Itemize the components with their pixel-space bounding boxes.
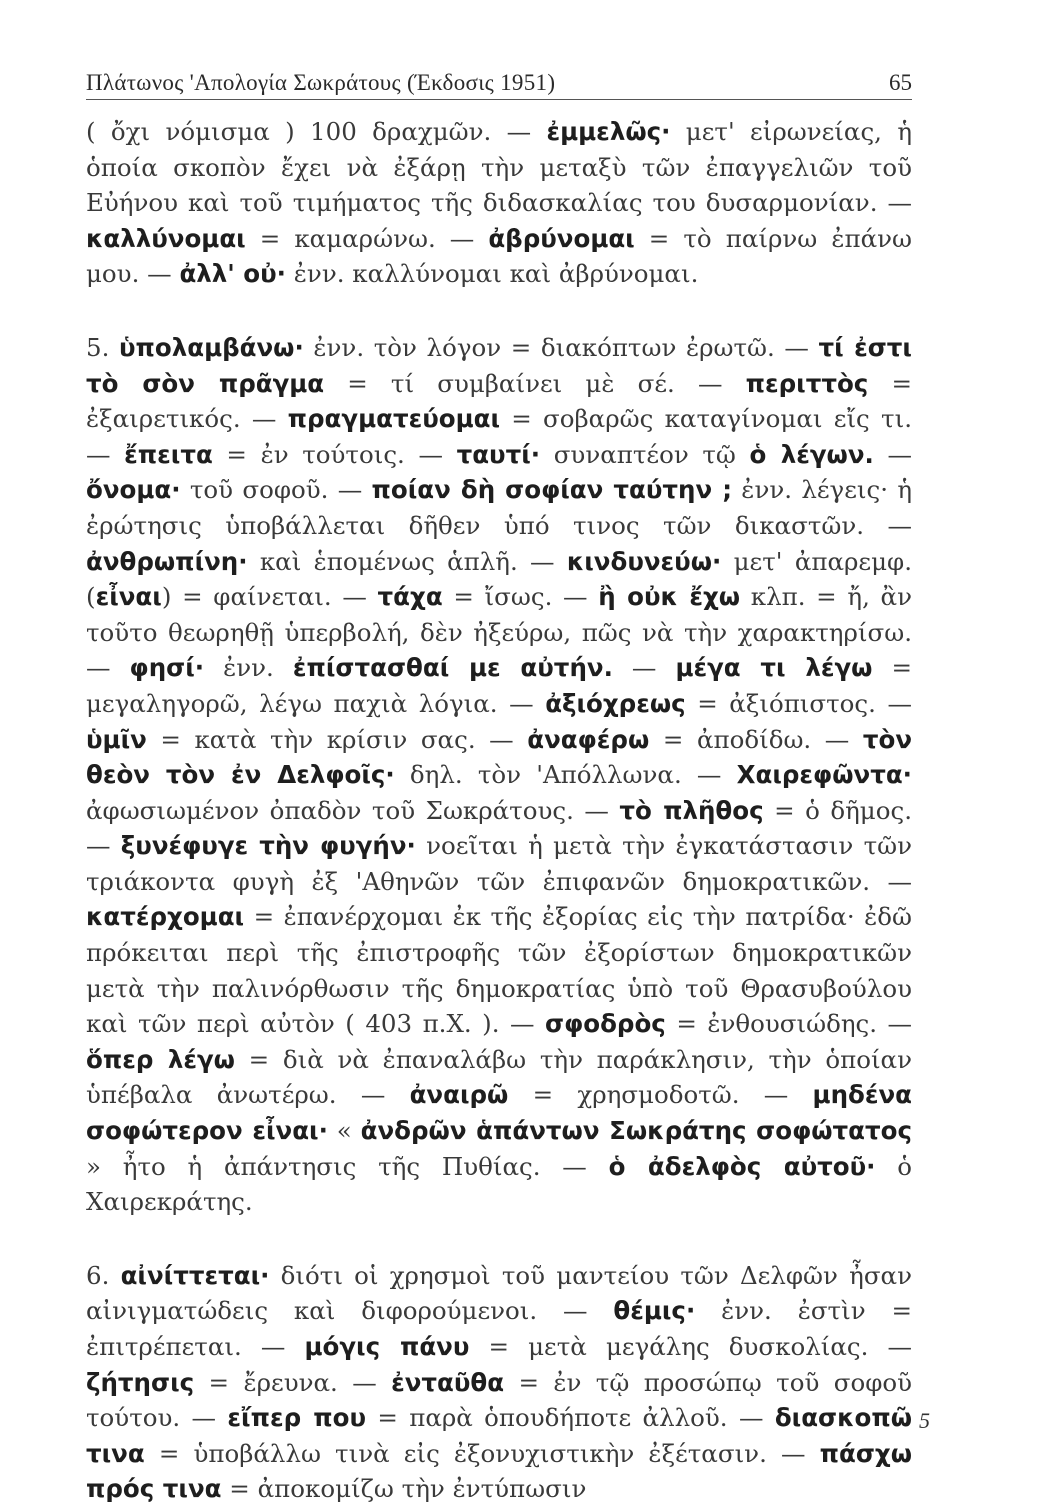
lemma: ὄνομα· <box>86 475 181 505</box>
paragraph-5 <box>86 330 912 1220</box>
gloss-text: = καμαρώνω. — <box>245 223 489 253</box>
gloss-text: ἐνν. ἐστὶν = ἐπιτρέπεται. — <box>86 1296 912 1361</box>
gloss-text: = ἐξαιρετικός. — <box>86 368 912 434</box>
lemma: πραγματεύομαι <box>287 404 500 434</box>
gloss-text: = ἀποδίδω. — <box>649 724 863 754</box>
lemma: διασκοπῶ τινα <box>86 1403 913 1468</box>
lemma: κινδυνεύω· <box>566 546 722 576</box>
gloss-text: ἐνν. τὸν λόγον = διακόπτων ἐρωτῶ. — <box>303 332 819 362</box>
gloss-text: ἐνν. <box>204 653 293 683</box>
lemma: τί ἐστι τὸ σὸν πρᾶγμα <box>86 332 912 398</box>
lemma: τὸ πλῆθος <box>619 795 764 825</box>
gloss-text: ἐνν. λέγεις· ἡ ἐρώτησις ὑποβάλλεται δῆθεν ὑπό τινος τῶν δικαστῶν. — <box>86 475 912 540</box>
lemma: ξυνέφυγε τὴν φυγήν· <box>120 831 416 861</box>
gloss-text: τοῦ σοφοῦ. — <box>180 475 372 505</box>
gloss-text: ἐνν. καλλύνομαι καὶ ἀβρύνομαι. <box>286 259 699 289</box>
gloss-text: — <box>873 439 912 469</box>
gloss-text: = μεγαληγορῶ, λέγω παχιὰ λόγια. — <box>86 653 912 718</box>
lemma: ἀνθρωπίνη· <box>86 546 248 576</box>
gloss-text: μετ' εἰρωνείας, ἡ ὁποία σκοπὸν ἔχει νὰ ἐξάρῃ τὴν μεταξὺ τῶν ἐπαγγελιῶν τοῦ Εὐήνου καὶ τοῦ τιμήματος τῆς διδασκαλίας του δυσαρμονίαν. — <box>86 117 912 218</box>
gloss-text: = ὁ δῆμος. — <box>86 795 912 861</box>
lemma: ὑπολαμβάνω· <box>119 332 304 362</box>
gloss-text: διότι οἱ χρησμοὶ τοῦ μαντείου τῶν Δελφῶν ἦσαν αἰνιγματώδεις καὶ διφορούμενοι. — <box>86 1260 912 1326</box>
lemma: τὸν θεὸν τὸν ἐν Δελφοῖς· <box>86 724 913 790</box>
lemma: ἐνταῦθα <box>391 1367 505 1397</box>
lemma: θέμις· <box>613 1296 696 1326</box>
header-title: Πλάτωνος 'Απολογία Σωκράτους (Έκδοσις 1951) <box>86 70 556 95</box>
lemma: καλλύνομαι <box>86 223 246 253</box>
lemma: μέγα τι λέγω <box>675 653 873 683</box>
lemma: εἶναι <box>95 582 162 612</box>
lemma: ἐπίστασθαί με αὐτήν. <box>292 653 613 683</box>
lemma: ὑμῖν <box>86 724 147 754</box>
lemma: εἴπερ που <box>227 1403 366 1433</box>
lemma: αἰνίττεται· <box>120 1260 270 1290</box>
gloss-text: = ὑποβάλλω τινὰ εἰς ἐξονυχιστικὴν ἐξέτασιν. — <box>144 1438 820 1468</box>
lemma: ἢ οὐκ ἔχω <box>598 582 741 612</box>
commentary-body <box>86 114 912 1507</box>
paragraph-1 <box>86 114 912 292</box>
gloss-text: 5. <box>86 332 119 362</box>
gloss-text: ὁ Χαιρεκράτης. <box>86 1151 912 1217</box>
lemma: ἀναφέρω <box>527 724 650 754</box>
gloss-text: = χρησμοδοτῶ. — <box>508 1080 813 1110</box>
gloss-text: = διὰ νὰ ἐπαναλάβω τὴν παράκλησιν, τὴν ὁποίαν ὑπέβαλα ἀνωτέρω. — <box>86 1044 912 1110</box>
gloss-text: ) = φαίνεται. — <box>161 582 378 612</box>
lemma: ἀλλ' οὐ· <box>179 259 286 289</box>
gloss-text: « <box>327 1116 361 1146</box>
gloss-text: » ἦτο ἡ ἀπάντησις τῆς Πυθίας. — <box>86 1151 609 1181</box>
gloss-text: — <box>612 653 676 683</box>
lemma: ἔπειτα <box>124 439 213 469</box>
lemma: τάχα <box>377 582 443 612</box>
gloss-text: = τὸ παίρνω ἐπάνω μου. — <box>86 223 912 289</box>
gloss-text: = μετὰ μεγάλης δυσκολίας. — <box>469 1332 912 1361</box>
lemma: ἀναιρῶ <box>409 1080 509 1110</box>
gloss-text: = ἀξιόπιστος. — <box>685 688 912 718</box>
lemma: ὅπερ λέγω <box>86 1044 235 1074</box>
lemma: ἐμμελῶς· <box>546 117 671 146</box>
gloss-text: συναπτέον τῷ <box>540 439 750 469</box>
gloss-text: = ἴσως. — <box>442 582 599 612</box>
page-number: 65 <box>889 70 912 95</box>
gloss-text: = ἔρευνα. — <box>194 1367 392 1397</box>
gloss-text: = ἐν τῷ προσώπῳ τοῦ σοφοῦ τούτου. — <box>86 1367 912 1433</box>
gloss-text: κλπ. = ἤ, ἂν τοῦτο θεωρηθῇ ὑπερβολή, δὲν ἠξεύρω, πῶς νὰ τὴν χαρακτηρίσω. — <box>86 582 912 683</box>
paragraph-6 <box>86 1258 912 1507</box>
lemma: σφοδρὸς <box>545 1009 666 1039</box>
lemma: μόγις πάνυ <box>304 1332 470 1361</box>
lemma: ἀνδρῶν ἁπάντων Σωκράτης σοφώτατος <box>360 1116 912 1146</box>
gloss-text: = ἐπανέρχομαι ἐκ τῆς ἐξορίας εἰς τὴν πατρίδα· ἐδῶ πρόκειται περὶ τῆς ἐπιστροφῆς τῶν ἐξορίστων δημοκρατικῶν μετὰ τὴν παλινόρθωσιν τῆς δημοκρατίας ὑπὸ τοῦ Θρασυβούλου καὶ τῶν περὶ αὐτὸν ( 403 π.Χ. ). — <box>86 902 912 1039</box>
gloss-text: = ἐν τούτοις. — <box>212 439 457 469</box>
gloss-text: 6. <box>86 1260 121 1290</box>
lemma: ὁ λέγων. <box>749 439 874 469</box>
signature-mark: 5 <box>919 1408 930 1433</box>
lemma: φησί· <box>129 653 205 683</box>
lemma: ζήτησις <box>86 1367 195 1397</box>
gloss-text: = σοβαρῶς καταγίνομαι εἴς τι. — <box>86 404 912 469</box>
gloss-text: μετ' ἀπαρεμφ. ( <box>86 546 912 612</box>
gloss-text: ἀφωσιωμένον ὀπαδὸν τοῦ Σωκράτους. — <box>86 795 620 825</box>
lemma: ἀξιόχρεως <box>545 688 686 718</box>
lemma: πάσχω πρός τινα <box>86 1438 912 1504</box>
gloss-text: = ἐνθουσιώδης. — <box>665 1009 912 1039</box>
gloss-text: νοεῖται ἡ μετὰ τὴν ἐγκατάστασιν τῶν τριάκοντα φυγὴ ἐξ 'Αθηνῶν τῶν ἐπιφανῶν δημοκρατικῶν. — <box>86 831 912 896</box>
lemma: ἀβρύνομαι <box>488 223 635 253</box>
lemma: ταυτί· <box>456 439 541 469</box>
gloss-text: δηλ. τὸν 'Απόλλωνα. — <box>394 760 737 790</box>
gloss-text: καὶ ἑπομένως ἁπλῆ. — <box>247 546 567 576</box>
lemma: μηδένα σοφώτερον εἶναι· <box>86 1080 913 1146</box>
gloss-text: = παρὰ ὁπουδήποτε ἀλλοῦ. — <box>366 1403 775 1433</box>
lemma: ὁ ἀδελφὸς αὐτοῦ· <box>608 1151 876 1181</box>
gloss-text: = ἀποκομίζω τὴν ἐντύπωσιν <box>221 1474 587 1504</box>
lemma: κατέρχομαι <box>86 902 245 932</box>
gloss-text: ( ὄχι νόμισμα ) 100 δραχμῶν. — <box>86 117 547 146</box>
lemma: ποίαν δὴ σοφίαν ταύτην ; <box>371 475 732 505</box>
lemma: Χαιρεφῶντα· <box>736 760 912 790</box>
header-rule <box>86 99 912 100</box>
lemma: περιττὸς <box>745 368 869 398</box>
gloss-text: = τί συμβαίνει μὲ σέ. — <box>324 368 746 398</box>
gloss-text: = κατὰ τὴν κρίσιν σας. — <box>146 724 528 754</box>
